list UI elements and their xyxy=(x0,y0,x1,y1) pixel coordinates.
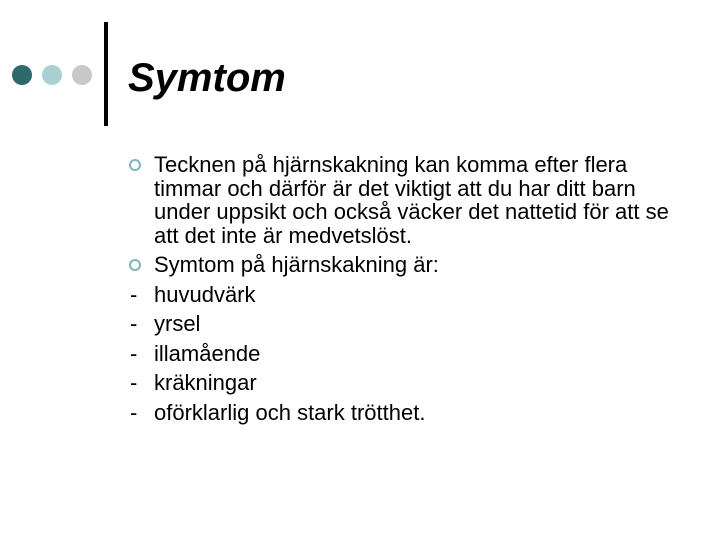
dash-marker: - xyxy=(130,311,138,336)
dash-item xyxy=(128,312,688,336)
dash-item xyxy=(128,283,688,307)
bullet-list xyxy=(128,153,688,430)
dot-gray-icon xyxy=(72,65,92,85)
dash-marker: - xyxy=(130,399,138,425)
dash-item xyxy=(128,371,688,395)
dash-marker: - xyxy=(130,281,138,307)
bullet-item xyxy=(128,153,688,247)
dot-light-icon xyxy=(42,65,62,85)
slide-title: Symtom xyxy=(128,55,286,100)
title-divider-line xyxy=(104,22,108,126)
bullet-item xyxy=(128,253,688,277)
ring-bullet-icon xyxy=(128,153,148,176)
dash-item-text: huvudvärk xyxy=(154,281,256,307)
dot-dark-icon xyxy=(12,65,32,85)
decorative-dots xyxy=(12,65,102,85)
dash-marker: - xyxy=(130,340,138,366)
dash-item-text: yrsel xyxy=(154,311,201,336)
bullet-text: Tecknen på hjärnskakning kan komma efter flera timmar och därför är det viktigt att du har ditt barn under uppsikt och också väcker det nattetid för att se att det inte är medvetslöst. xyxy=(154,152,669,248)
dash-item-text: illamående xyxy=(154,340,261,366)
dash-item xyxy=(128,401,688,425)
ring-bullet-icon xyxy=(128,253,148,276)
dash-marker: - xyxy=(130,370,138,395)
dash-item-text: oförklarlig och stark trötthet. xyxy=(154,399,426,425)
bullet-text: Symtom på hjärnskakning är: xyxy=(154,252,439,277)
dash-item-text: kräkningar xyxy=(154,370,257,395)
dash-item xyxy=(128,342,688,366)
